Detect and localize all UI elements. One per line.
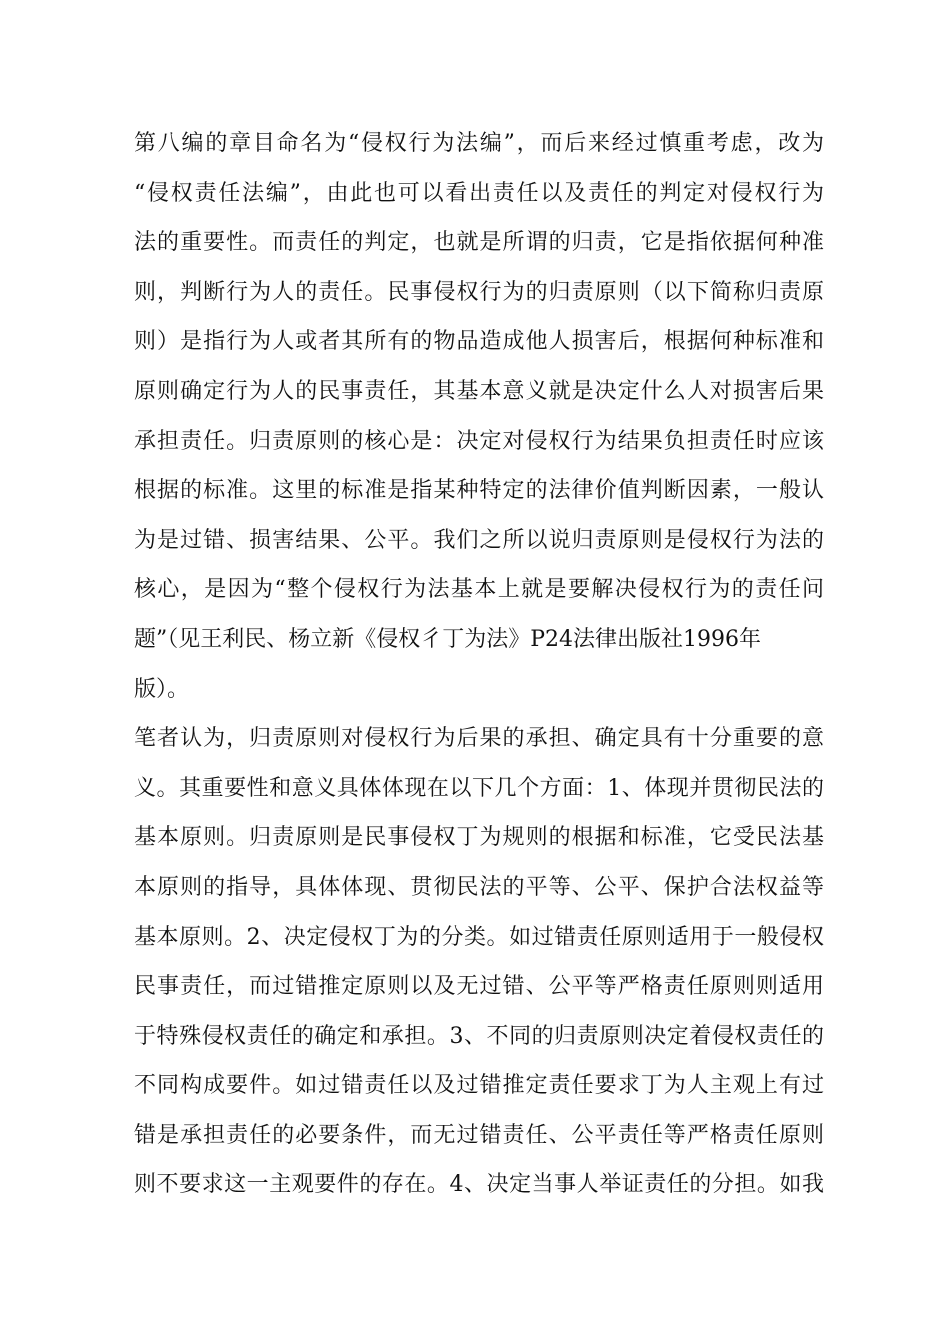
text-line: 则，判断行为人的责任。民事侵权行为的归责原则（以下简称归责原 — [134, 279, 824, 305]
text-line: 核心，是因为“整个侵权行为法基本上就是要解决侵权行为的责任问 — [134, 577, 824, 603]
text-line: “侵权责任法编”，由此也可以看出责任以及责任的判定对侵权行为 — [134, 180, 824, 206]
text-line: 义。其重要性和意义具体体现在以下几个方面：1、体现并贯彻民法的 — [134, 775, 824, 801]
text-line: 基本原则。归责原则是民事侵权丁为规则的根据和标准，它受民法基 — [134, 825, 824, 851]
text-line: 不同构成要件。如过错责任以及过错推定责任要求丁为人主观上有过 — [134, 1073, 824, 1099]
text-line: 版）。 — [134, 676, 190, 702]
text-line: 第八编的章目命名为“侵权行为法编”，而后来经过慎重考虑，改为 — [134, 131, 824, 156]
text-line: 笔者认为，归责原则对侵权行为后果的承担、确定具有十分重要的意 — [134, 726, 824, 752]
text-line: 于特殊侵权责任的确定和承担。3、不同的归责原则决定着侵权责任的 — [134, 1023, 824, 1049]
text-line: 基本原则。2、决定侵权丁为的分类。如过错责任原则适用于一般侵权 — [134, 924, 824, 950]
text-line: 原则确定行为人的民事责任，其基本意义就是决定什么人对损害后果 — [134, 378, 824, 404]
text-line: 法的重要性。而责任的判定，也就是所谓的归责，它是指依据何种准 — [134, 230, 824, 256]
text-line: 错是承担责任的必要条件，而无过错责任、公平责任等严格责任原则 — [134, 1122, 824, 1148]
text-line: 承担责任。归责原则的核心是：决定对侵权行为结果负担责任时应该 — [134, 428, 824, 454]
text-line: 则不要求这一主观要件的存在。4、决定当事人举证责任的分担。如我 — [134, 1172, 824, 1198]
text-line: 为是过错、损害结果、公平。我们之所以说归责原则是侵权行为法的 — [134, 527, 824, 553]
text-line: 根据的标准。这里的标准是指某种特定的法律价值判断因素，一般认 — [134, 478, 824, 504]
text-line: 题”（见王利民、杨立新《侵权彳丁为法》P24法律出版社1996年 — [134, 626, 762, 652]
text-line: 民事责任，而过错推定原则以及无过错、公平等严格责任原则则适用 — [134, 974, 824, 1000]
body-text — [134, 119, 824, 1210]
text-line: 则）是指行为人或者其所有的物品造成他人损害后，根据何种标准和 — [134, 329, 824, 355]
text-line: 本原则的指导，具体体现、贯彻民法的平等、公平、保护合法权益等 — [134, 874, 824, 900]
